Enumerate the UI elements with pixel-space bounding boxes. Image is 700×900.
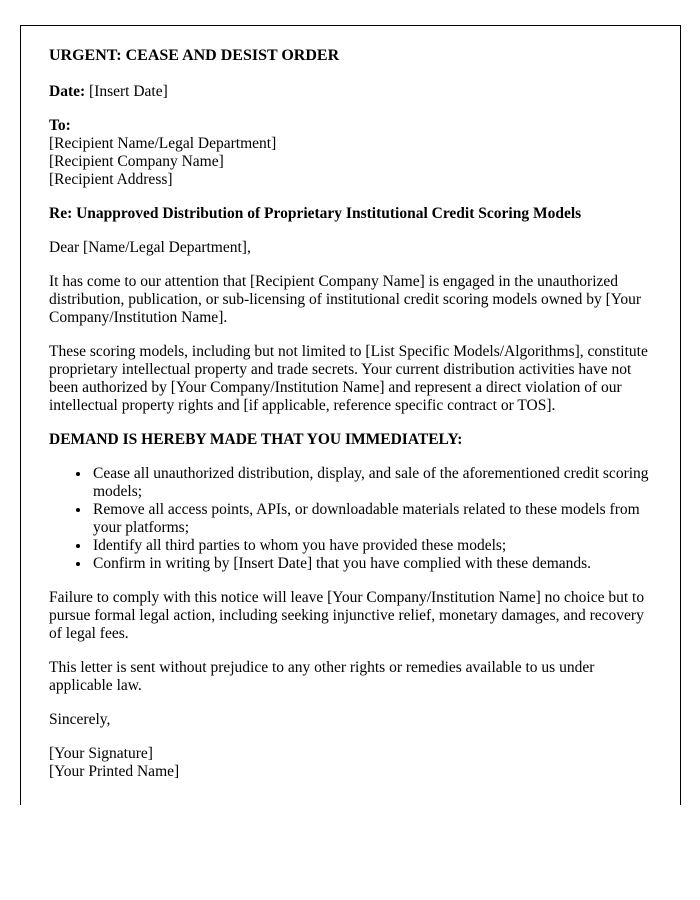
demand-heading: DEMAND IS HEREBY MADE THAT YOU IMMEDIATELY: xyxy=(49,431,463,448)
recipient-line: [Recipient Name/Legal Department] xyxy=(49,135,277,152)
closing: Sincerely, xyxy=(49,711,111,728)
signature-block xyxy=(49,745,652,781)
salutation: Dear [Name/Legal Department], xyxy=(49,239,251,256)
date-value: [Insert Date] xyxy=(89,83,168,100)
demand-item: • Identify all third parties to whom you have provided these models; xyxy=(91,537,652,555)
demand-item: • Cease all unauthorized distribution, display, and sale of the aforementioned credit scoring models; xyxy=(91,465,652,501)
paragraph-failure: Failure to comply with this notice will leave [Your Company/Institution Name] no choice but to pursue formal legal action, including seeking injunctive relief, monetary damages, and recovery of legal fees. xyxy=(49,589,645,642)
demand-list xyxy=(49,465,652,573)
demand-item: • Remove all access points, APIs, or downloadable materials related to these models from your platforms; xyxy=(91,501,652,537)
signature-line: [Your Printed Name] xyxy=(49,763,180,780)
letter-container xyxy=(20,25,681,805)
signature-line: [Your Signature] xyxy=(49,745,153,762)
to-label: To: xyxy=(49,117,71,134)
recipient-line: [Recipient Company Name] xyxy=(49,153,224,170)
subject-line: Re: Unapproved Distribution of Proprietary Institutional Credit Scoring Models xyxy=(49,205,582,222)
recipient-block xyxy=(49,117,652,189)
recipient-line: [Recipient Address] xyxy=(49,171,173,188)
paragraph-prejudice: This letter is sent without prejudice to any other rights or remedies available to us under applicable law. xyxy=(49,659,595,694)
date-line xyxy=(49,83,652,101)
demand-item: • Confirm in writing by [Insert Date] that you have complied with these demands. xyxy=(91,555,652,573)
date-label: Date: xyxy=(49,83,86,100)
paragraph-intro: It has come to our attention that [Recipient Company Name] is engaged in the unauthorized distribution, publication, or sub-licensing of institutional credit scoring models owned by [Your Company/Institution Name]. xyxy=(49,273,642,326)
letter-title: URGENT: CEASE AND DESIST ORDER xyxy=(49,47,340,64)
paragraph-models: These scoring models, including but not limited to [List Specific Models/Algorithms], constitute proprietary intellectual property and trade secrets. Your current distribution activities have not been authorized by [Your Company/Institution Name] and represent a direct violation of our intellectual property rights and [if applicable, reference specific contract or TOS]. xyxy=(49,343,648,414)
